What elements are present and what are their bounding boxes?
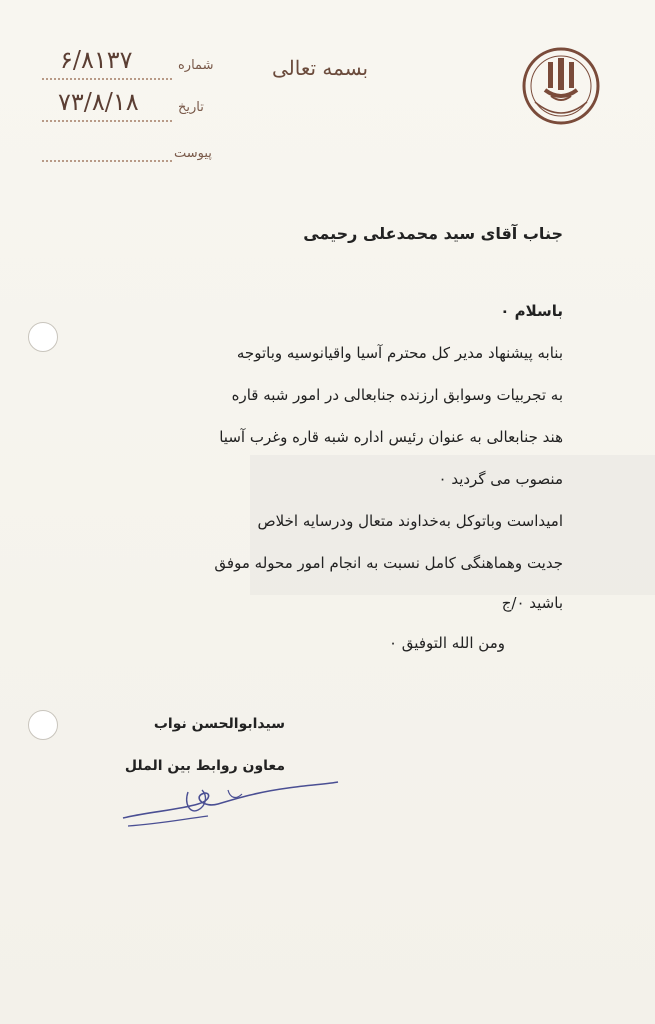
recipient: جناب آقای سید محمدعلی رحیمی <box>303 224 563 243</box>
body-line: بنابه پیشنهاد مدیر کل محترم آسیا واقیانوسیه وباتوجه <box>236 344 563 362</box>
signatory-name: سیدابوالحسن نواب <box>153 716 285 732</box>
attachment-dotted-line <box>42 160 172 162</box>
bismillah-heading: بسمه تعالی <box>272 56 369 80</box>
attachment-label: پیوست <box>174 146 212 161</box>
body-line: امیداست وباتوکل به‌خداوند متعال ودرسایه اخلاص <box>257 512 563 530</box>
body-line: منصوب می گردید ۰ <box>438 470 563 488</box>
date-label: تاریخ <box>178 100 204 115</box>
organization-seal-icon <box>521 46 601 126</box>
date-value: ۷۳/۸/۱۸ <box>58 88 139 116</box>
number-value: ۶/۸۱۳۷ <box>60 46 133 74</box>
handwritten-signature <box>118 770 343 830</box>
number-label: شماره <box>178 58 214 73</box>
signatory-title: معاون روابط بین الملل <box>124 758 285 774</box>
closing-line: ومن الله التوفیق ۰ <box>388 634 505 652</box>
punch-hole-bottom <box>28 710 58 740</box>
body-line: جدیت وهماهنگی کامل نسبت به انجام امور محوله موفق <box>214 554 563 572</box>
number-dotted-line <box>42 78 172 80</box>
body-line: باشید ۰/ج <box>501 594 563 612</box>
date-dotted-line <box>42 120 172 122</box>
greeting: باسلام ۰ <box>500 302 563 320</box>
punch-hole-top <box>28 322 58 352</box>
body-line: هند جنابعالی به عنوان رئیس اداره شبه قاره وغرب آسیا <box>219 428 563 446</box>
body-line: به تجربیات وسوابق ارزنده جنابعالی در امور شبه قاره <box>231 386 563 404</box>
